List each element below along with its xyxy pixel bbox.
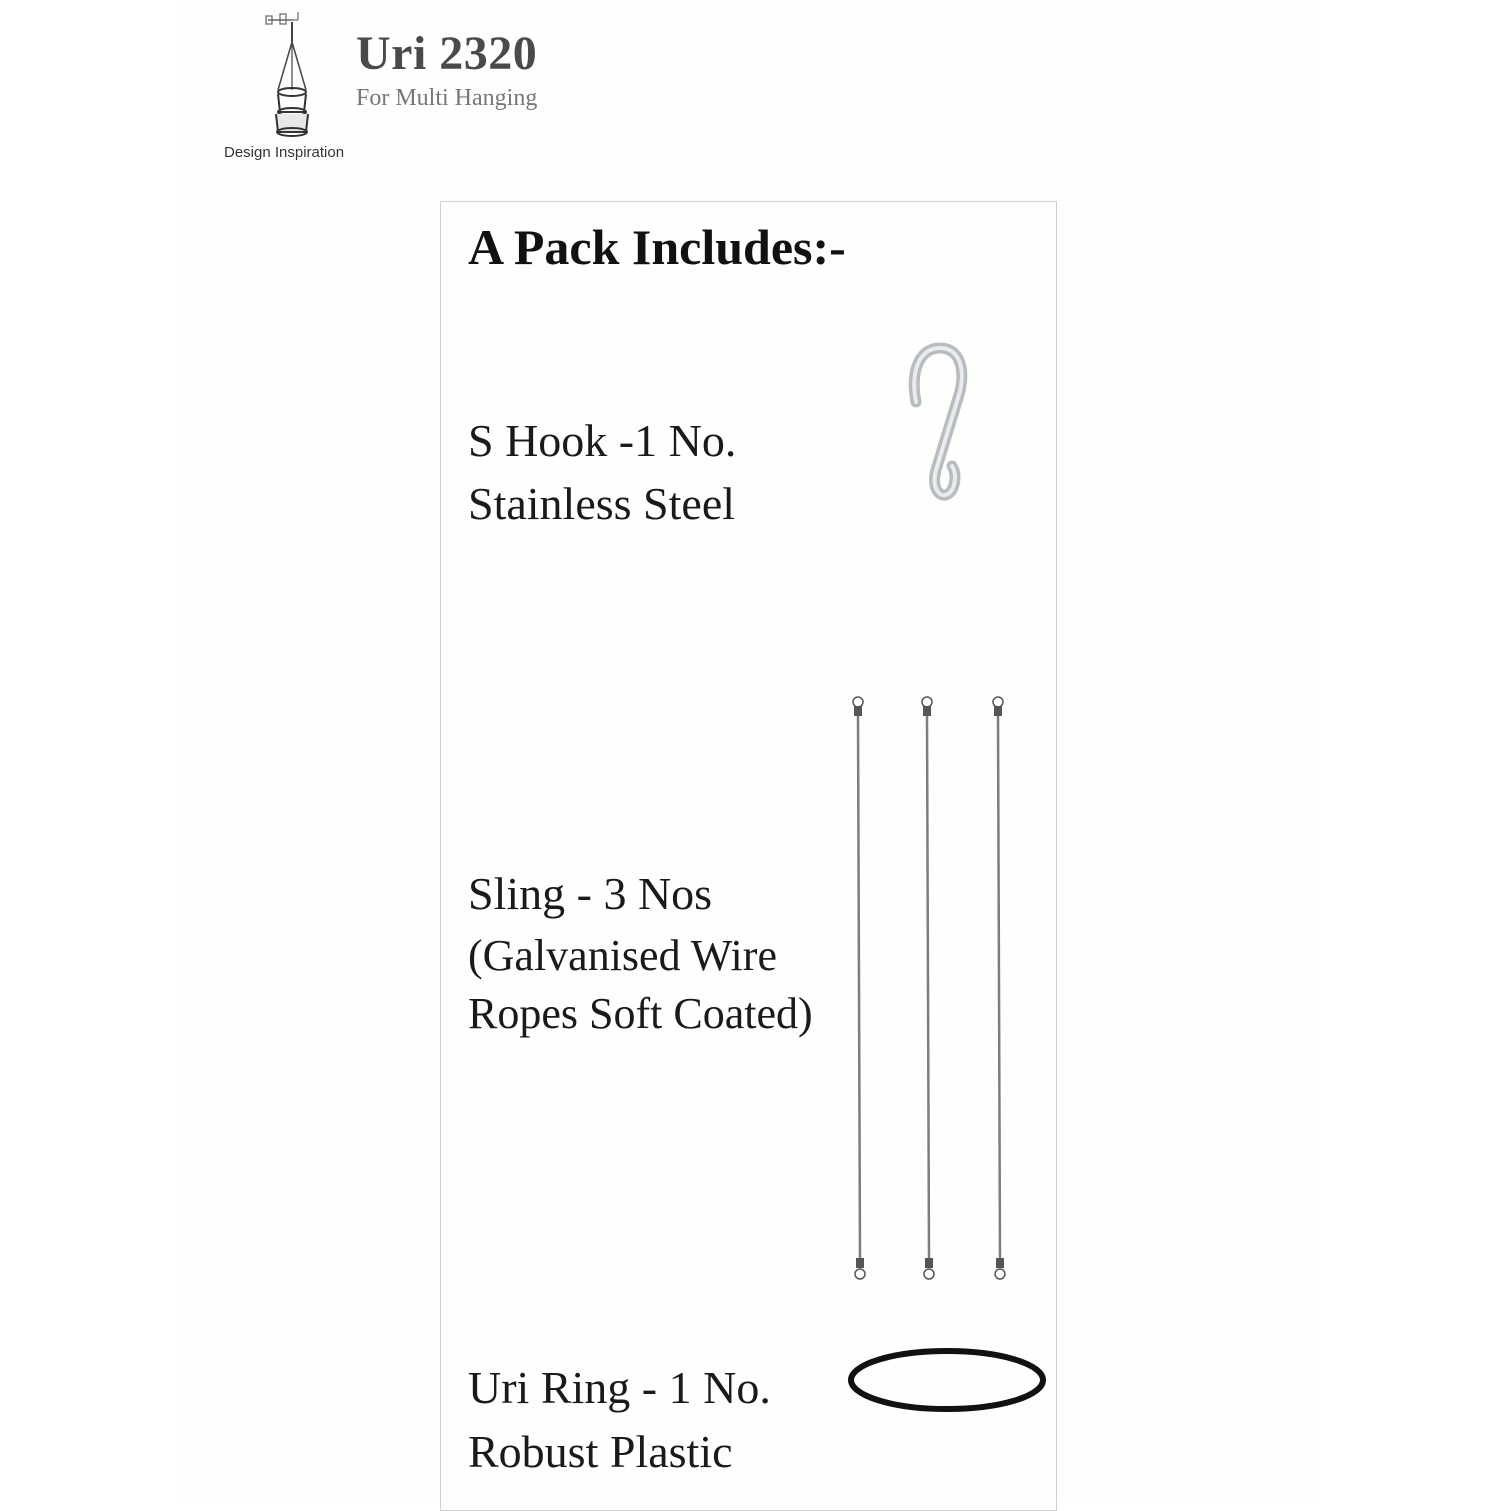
pack-heading: A Pack Includes:- bbox=[468, 219, 846, 275]
sling-detail-line-2: Ropes Soft Coated) bbox=[468, 989, 813, 1038]
ring-icon bbox=[845, 1344, 1050, 1416]
brand-tagline: Design Inspiration bbox=[224, 144, 345, 161]
wire-sling-3 bbox=[993, 697, 1005, 1279]
s-hook-name: S Hook -1 No. bbox=[468, 415, 737, 466]
sling-detail-line-1: (Galvanised Wire bbox=[468, 931, 777, 980]
s-hook-icon bbox=[900, 340, 980, 510]
wire-sling-2 bbox=[922, 697, 934, 1279]
ring-material: Robust Plastic bbox=[468, 1426, 733, 1477]
wire-sling-icon bbox=[840, 690, 1020, 1290]
sling-name: Sling - 3 Nos bbox=[468, 868, 713, 919]
product-title: Uri 2320 bbox=[356, 27, 538, 80]
hanging-planter-icon bbox=[262, 8, 322, 140]
wire-sling-1 bbox=[853, 697, 865, 1279]
ring-name: Uri Ring - 1 No. bbox=[468, 1362, 771, 1413]
product-subtitle: For Multi Hanging bbox=[356, 85, 538, 111]
s-hook-material: Stainless Steel bbox=[468, 478, 736, 529]
